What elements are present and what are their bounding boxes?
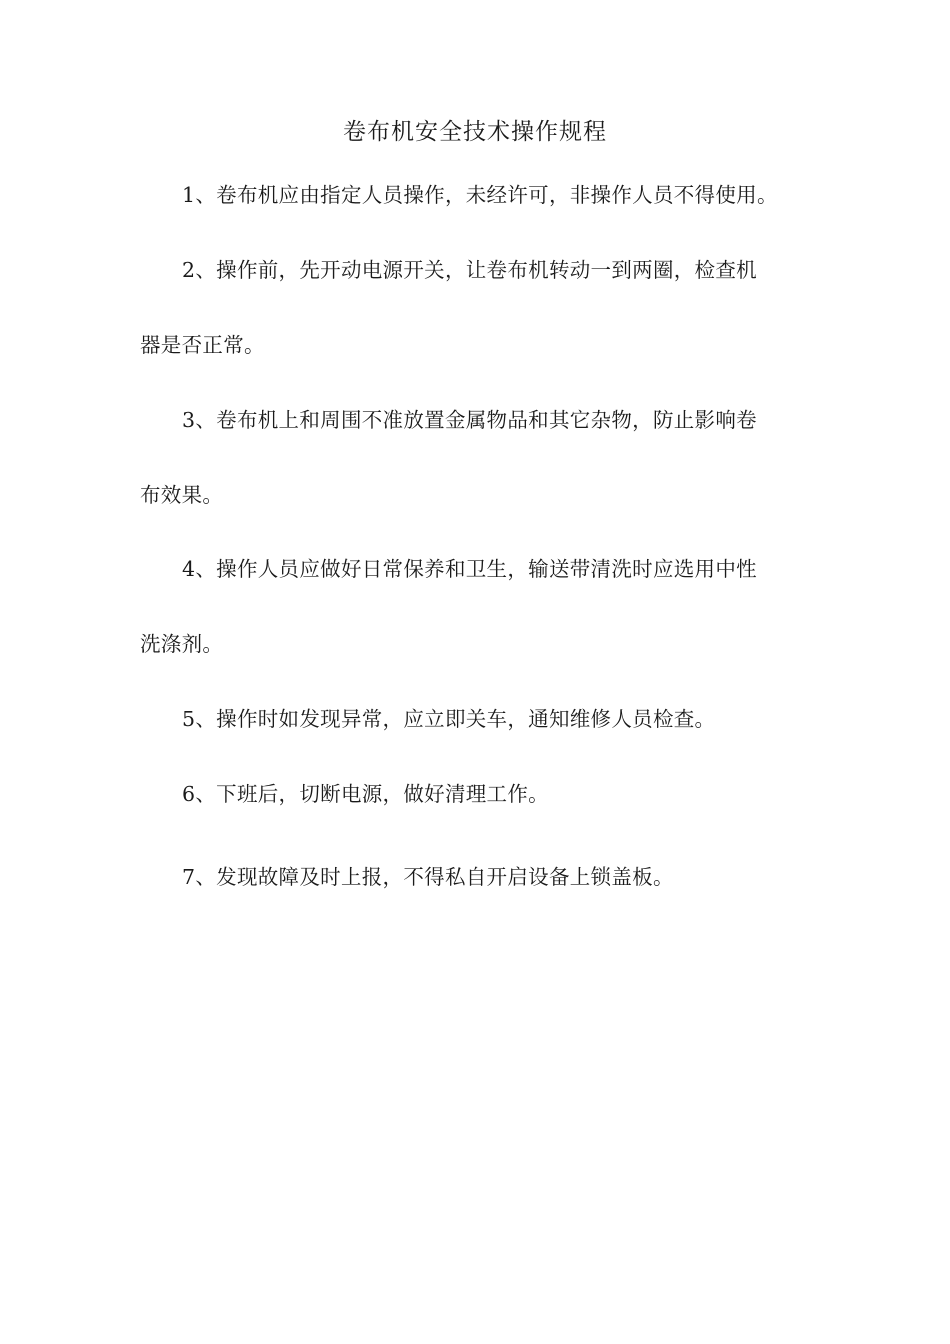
rule-line: 2、操作前，先开动电源开关，让卷布机转动一到两圈，检查机 (182, 258, 757, 282)
rule-line: 7、发现故障及时上报，不得私自开启设备上锁盖板。 (182, 865, 674, 889)
rule-item-1 (140, 158, 810, 233)
rule-item-5 (140, 682, 810, 757)
rule-line: 3、卷布机上和周围不准放置金属物品和其它杂物，防止影响卷 (182, 408, 757, 432)
rule-line-continued: 布效果。 (140, 483, 224, 507)
rule-item-3 (140, 383, 810, 533)
rule-line: 1、卷布机应由指定人员操作，未经许可，非操作人员不得使用。 (182, 183, 778, 207)
document-title: 卷布机安全技术操作规程 (343, 119, 607, 145)
rule-line: 5、操作时如发现异常，应立即关车，通知维修人员检查。 (182, 707, 716, 731)
rule-item-2 (140, 233, 810, 383)
rule-line-continued: 洗涤剂。 (140, 632, 224, 656)
rule-item-7 (140, 840, 810, 915)
rule-line: 4、操作人员应做好日常保养和卫生，输送带清洗时应选用中性 (182, 557, 757, 581)
rule-line-continued: 器是否正常。 (140, 333, 265, 357)
rule-item-6 (140, 757, 810, 832)
rule-line: 6、下班后，切断电源，做好清理工作。 (182, 782, 549, 806)
rule-item-4 (140, 532, 810, 682)
